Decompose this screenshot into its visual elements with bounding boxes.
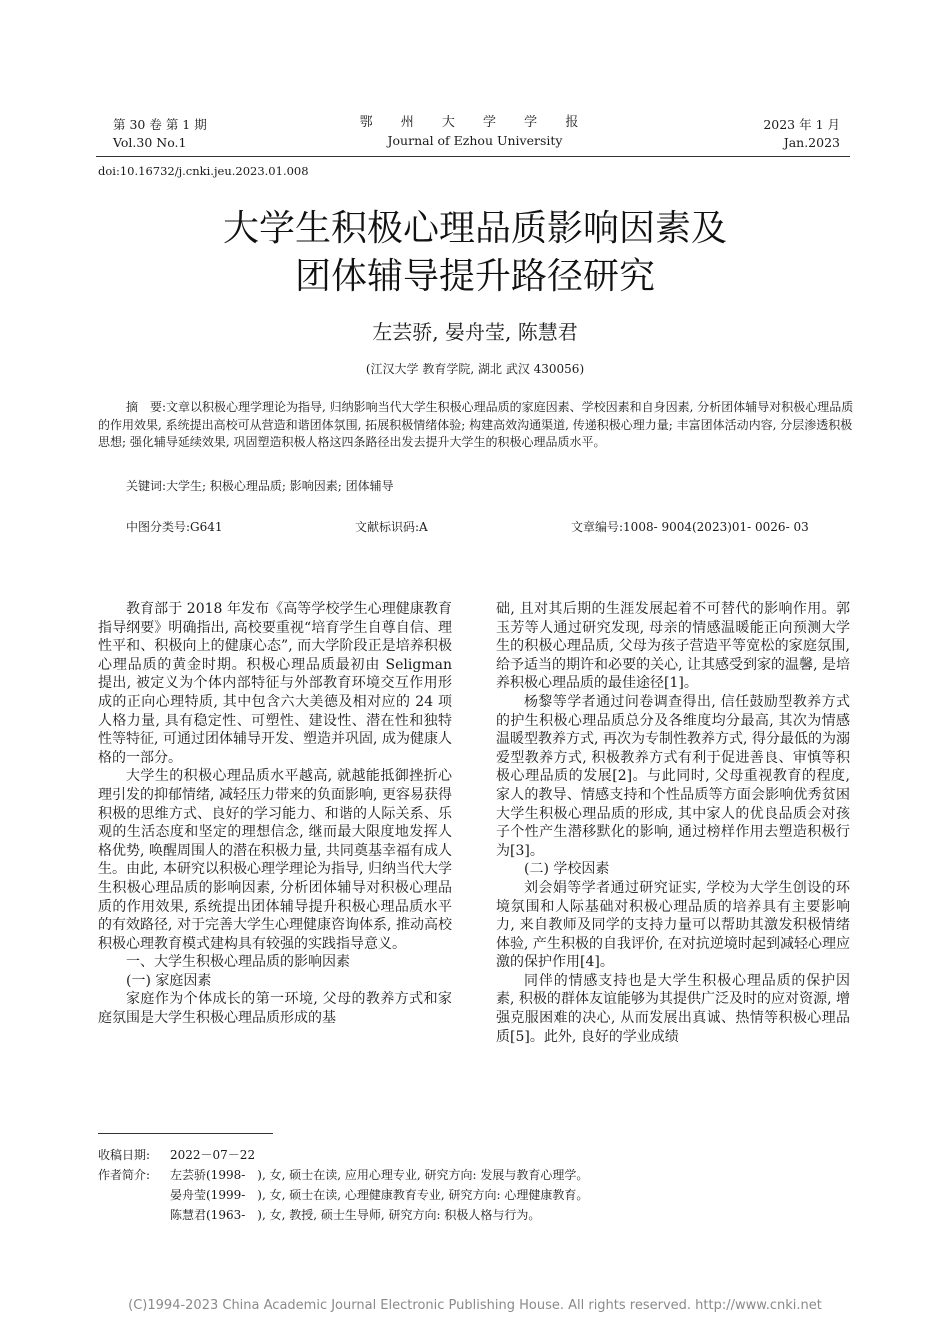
date-cn: 2023 年 1 月 bbox=[763, 117, 840, 132]
paragraph: 刘会娟等学者通过研究证实, 学校为大学生创设的环境氛围和人际基础对积极心理品质的培养具有主要影响力, 来自教师及同学的支持力量可以帮助其激发积极情绪体验, 产生积极的自我评价, 在对抗逆境时起到减轻心理应激的保护作用[4]。 bbox=[496, 879, 850, 971]
authors: 左芸骄, 晏舟莹, 陈慧君 bbox=[372, 320, 578, 344]
bio-3: 陈慧君(1963- ), 女, 教授, 硕士生导师, 研究方向: 积极人格与行为。 bbox=[170, 1208, 541, 1222]
journal-name-cn: 鄂 州 大 学 学 报 bbox=[359, 115, 591, 130]
volume-en: Vol.30 No.1 bbox=[113, 135, 187, 150]
journal-name-en: Journal of Ezhou University bbox=[387, 133, 563, 148]
paragraph: 家庭作为个体成长的第一环境, 父母的教养方式和家庭氛围是大学生积极心理品质形成的基 bbox=[98, 991, 452, 1027]
doi: doi:10.16732/j.cnki.jeu.2023.01.008 bbox=[98, 164, 309, 178]
author-bio bbox=[98, 1185, 588, 1205]
article-number: 文章编号:1008- 9004(2023)01- 0026- 03 bbox=[571, 520, 809, 534]
title-line-1: 大学生积极心理品质影响因素及 bbox=[222, 208, 727, 249]
date-en: Jan.2023 bbox=[783, 135, 840, 150]
header-date bbox=[763, 116, 840, 152]
header-rule bbox=[96, 156, 850, 157]
bio-2: 晏舟莹(1999- ), 女, 硕士在读, 心理健康教育专业, 研究方向: 心理健康教育。 bbox=[170, 1188, 589, 1202]
abstract-text: 摘 要:文章以积极心理学理论为指导, 归纳影响当代大学生积极心理品质的家庭因素、学校因素和自身因素, 分析团体辅导对积极心理品质的作用效果, 系统提出高校可从营造和谐团体氛围, 拓展积极情绪体验; 构建高效沟通渠道, 传递积极心理力量; 丰富团体活动内容, 分层渗透积极思想; 强化辅导延续效果, 巩固塑造积极人格这四条路径出发去提升大学生的积极心理品质水平。 bbox=[98, 400, 854, 449]
abstract bbox=[98, 399, 854, 452]
paragraph: 教育部于 2018 年发布《高等学校学生心理健康教育指导纲要》明确指出, 高校要重视“培育学生自尊自信、理性平和、积极向上的健康心态”, 而大学阶段正是培养积极心理品质的黄金时期。积极心理品质最初由 Seligman 提出, 被定义为个体内部特征与外部教育环境交互作用形成的正向心理特质, 其中包含六大美德及相对应的 24 项人格力量, 具有稳定性、可塑性、建设性、潜在性和独特性等特征, 可通过团体辅导开发、塑造并巩固, 成为健康人格的一部分。 bbox=[98, 601, 452, 766]
paragraph: 杨黎等学者通过问卷调查得出, 信任鼓励型教养方式的护生积极心理品质总分及各维度均分最高, 其次为情感温暖型教养方式, 再次为专制性教养方式, 得分最低的为溺爱型教养方式, 积极教养方式有利于促进善良、审慎等积极心理品质的发展[2]。与此同时, 父母重视教育的程度, 家人的教导、情感支持和个性品质等方面会影响优秀贫困大学生积极心理品质的形成, 其中家人的优良品质会对孩子个性产生潜移默化的影响, 通过榜样作用去塑造积极行为[3]。 bbox=[496, 693, 850, 859]
received-value: 2022－07－22 bbox=[170, 1148, 256, 1162]
paper-title bbox=[0, 205, 950, 301]
received-label: 收稿日期: bbox=[98, 1148, 151, 1162]
body-column-right bbox=[496, 600, 850, 1046]
paragraph: 大学生的积极心理品质水平越高, 就越能抵御挫折心理引发的抑郁情绪, 减轻压力带来的负面影响, 更容易获得积极的思维方式、良好的学习能力、和谐的人际关系、乐观的生活态度和坚定的理想信念, 继而最大限度地发挥人格优势, 唤醒周围人的潜在积极力量, 共同奠基幸福有成人生。由此, 本研究以积极心理学理论为指导, 归纳当代大学生积极心理品质的影响因素, 分析团体辅导对积极心理品质的作用效果, 系统提出团体辅导提升积极心理品质水平的有效路径, 对于完善大学生心理健康咨询体系, 推动高校积极心理教育模式建构具有较强的实践指导意义。 bbox=[98, 768, 452, 952]
document-code: 文献标识码:A bbox=[355, 520, 428, 534]
footnotes bbox=[98, 1145, 588, 1225]
author-bio bbox=[98, 1205, 588, 1225]
received-date bbox=[98, 1145, 588, 1165]
author-bio bbox=[98, 1165, 588, 1185]
subsection-heading: (二) 学校因素 bbox=[524, 861, 610, 878]
body-column-left bbox=[98, 600, 452, 1028]
volume-cn: 第 30 卷 第 1 期 bbox=[113, 117, 207, 132]
bio-1: 左芸骄(1998- ), 女, 硕士在读, 应用心理专业, 研究方向: 发展与教育心理学。 bbox=[170, 1168, 589, 1182]
title-line-2: 团体辅导提升路径研究 bbox=[294, 256, 655, 297]
paragraph: 同伴的情感支持也是大学生积极心理品质的保护因素, 积极的群体友谊能够为其提供广泛及时的应对资源, 增强克服困难的决心, 从而发展出真诚、热情等积极心理品质[5]。此外, 良好的学业成绩 bbox=[496, 972, 850, 1045]
affiliation: (江汉大学 教育学院, 湖北 武汉 430056) bbox=[365, 362, 585, 376]
clc-number: 中图分类号:G641 bbox=[126, 520, 223, 534]
bio-label: 作者简介: bbox=[98, 1168, 151, 1182]
section-heading: 一、大学生积极心理品质的影响因素 bbox=[126, 954, 350, 971]
paragraph-continued: 础, 且对其后期的生涯发展起着不可替代的影响作用。郭玉芳等人通过研究发现, 母亲的情感温暖能正向预测大学生的积极心理品质, 父母为孩子营造平等宽松的家庭氛围, 给予适当的期许和必要的关心, 让其感受到家的温馨, 是培养积极心理品质的最佳途径[1]。 bbox=[496, 601, 850, 692]
footnote-rule bbox=[98, 1133, 273, 1134]
keywords: 关键词:大学生; 积极心理品质; 影响因素; 团体辅导 bbox=[126, 479, 394, 493]
subsection-heading: (一) 家庭因素 bbox=[126, 972, 212, 989]
copyright-watermark: (C)1994-2023 China Academic Journal Electronic Publishing House. All rights reserved. http://www.cnki.net bbox=[128, 1298, 822, 1313]
